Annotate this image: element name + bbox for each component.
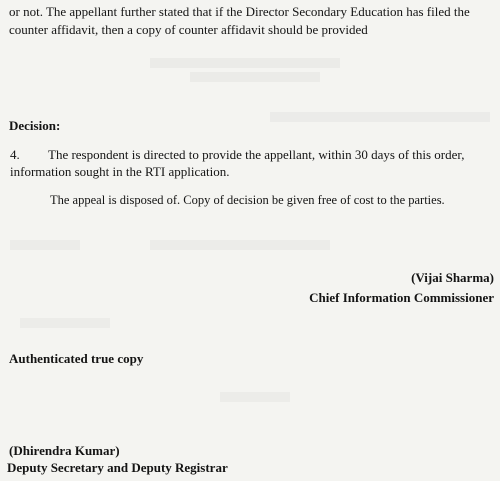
bleed-through-mark xyxy=(150,240,330,250)
decision-item-line-2: information sought in the RTI application. xyxy=(10,164,230,179)
bleed-through-mark xyxy=(220,392,290,402)
bleed-through-mark xyxy=(190,72,320,82)
decision-heading: Decision: xyxy=(9,118,61,133)
signatory-title: Chief Information Commissioner xyxy=(309,290,494,305)
authentication-text: Authenticated true copy xyxy=(9,351,144,366)
authenticator-title: Deputy Secretary and Deputy Registrar xyxy=(7,460,228,475)
intro-line-1: or not. The appellant further stated that if the Director Secondary Education has filed the xyxy=(9,4,470,19)
intro-line-2: counter affidavit, then a copy of counter affidavit should be provided xyxy=(9,22,368,37)
bleed-through-mark xyxy=(20,318,110,328)
decision-item-number: 4. xyxy=(10,147,20,162)
bleed-through-mark xyxy=(270,112,490,122)
bleed-through-mark xyxy=(150,58,340,68)
authenticator-name: (Dhirendra Kumar) xyxy=(9,443,120,458)
disposal-text: The appeal is disposed of. Copy of decision be given free of cost to the parties. xyxy=(50,193,445,207)
decision-item-line-1: The respondent is directed to provide the appellant, within 30 days of this order, xyxy=(48,147,465,162)
bleed-through-mark xyxy=(10,240,80,250)
signatory-name: (Vijai Sharma) xyxy=(411,270,494,285)
